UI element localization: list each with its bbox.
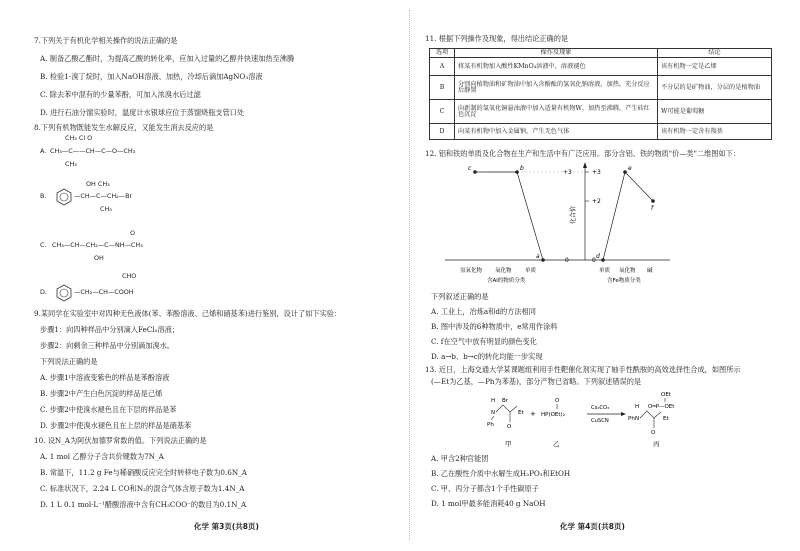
right-page-footer: 化学 第4页(共8页) [560, 522, 625, 531]
table-header-cell: 选项 [430, 49, 455, 58]
table-header-cell: 操作及现象 [455, 49, 658, 58]
q10-option-b: B. 常温下，11.2 g Fe与稀硝酸反应完全时转移电子数为0.6N_A [40, 468, 247, 477]
fe-tick-plus3: +3 [592, 169, 601, 176]
q12-valence-class-diagram [425, 160, 775, 290]
al-tick-zero: 0 [565, 257, 569, 264]
table-cell: 向新制的氢氧化铜悬浊液中加入适量有机物W，加热至沸腾，产生砖红色沉淀 [455, 100, 658, 124]
label-jia: 甲 [505, 440, 512, 448]
page-divider [409, 10, 410, 540]
q8a-label: A. [40, 147, 47, 155]
table-cell: W可能是葡萄糖 [658, 100, 772, 124]
al-label-c: c [468, 165, 472, 172]
svg-text:N: N [491, 410, 496, 416]
q9-stem: 9.某同学在实验室中对四种无色液体(苯、苯酚溶液、己烯和硝基苯)进行鉴别，设计了如下实验： [34, 309, 342, 318]
q8-stem: 8.下列有机物既能发生水解反应，又能发生消去反应的是 [34, 123, 214, 132]
q9-option-a: A. 步骤1中溶液变紫色的样品是苯酚溶液 [40, 373, 170, 382]
q10-option-d: D. 1 L 0.1 mol·L⁻¹醋酸溶液中含有CH₃COO⁻的数目为0.1N_A [40, 500, 247, 509]
q8b-bottom-group: CH₃ [100, 205, 112, 213]
q8d-main-chain: —CH₂—CH—COOH [74, 288, 134, 296]
x-label-fe-base: 碱 [647, 268, 653, 274]
q8b-top-groups: OH CH₃ [86, 180, 110, 188]
fe-tick-plus2: +2 [592, 198, 601, 205]
q10-stem: 10. 设N_A为阿伏加德罗常数的值。下列说法正确的是 [34, 436, 207, 445]
svg-text:OEt: OEt [661, 392, 671, 398]
table-cell: D [430, 124, 455, 140]
table-cell: 向某有机物中加入金属钠，产生无色气体 [455, 124, 658, 140]
q12-option-d: D. a→b、b→c的转化均能一步实现 [431, 352, 543, 361]
fe-point-d [601, 258, 605, 262]
table-cell: 不分层的是矿物油，分层的是植物油 [658, 76, 772, 100]
x-label-al-element: 单质 [525, 268, 537, 274]
table-cell: A [430, 58, 455, 76]
table-cell: 该有机物一定是乙烯 [658, 58, 772, 76]
al-label-a: a [536, 253, 540, 260]
table-row [430, 76, 772, 100]
fe-label-e: e [628, 165, 632, 172]
svg-text:H: H [635, 404, 640, 410]
compound-yi [541, 398, 565, 418]
q8a-bottom-group: CH₃ [65, 160, 77, 168]
al-point-c [473, 170, 477, 174]
q8a-main-chain: CH₃—C——CH—C—O—CH₃ [50, 147, 136, 155]
q8d-top-group: CHO [122, 272, 137, 280]
svg-text:Et: Et [663, 416, 669, 422]
y-axis-label: 化合价 [570, 205, 577, 225]
q8b-label: B. [40, 192, 47, 200]
svg-text:O: O [651, 430, 656, 436]
table-header-row [430, 49, 772, 58]
fe-point-f [651, 199, 655, 203]
q7-option-c: C. 除去苯中混有的少量苯酚，可加入浓溴水后过滤 [40, 90, 201, 99]
x-label-al-oxide: 氧化物 [495, 268, 512, 274]
reagent-bottom: CuSCN [591, 418, 609, 424]
q13-option-d: D. 1 mol甲最多能消耗40 g NaOH [431, 499, 546, 508]
plus-sign: + [530, 410, 536, 418]
q8a-top-groups: CH₃ Cl O [65, 134, 93, 142]
table-header-cell: 结论 [658, 49, 772, 58]
q8c-label: C. [40, 241, 47, 249]
x-caption-al: 含Al的物质分类 [487, 278, 526, 284]
table-cell: 分别向植物油和矿物油中加入含酚酞的氢氧化钠溶液，加热，充分反应后静置 [455, 76, 658, 100]
label-bing: 丙 [653, 440, 660, 448]
q11-table [429, 48, 772, 140]
q13-option-b: B. 乙在酸性介质中水解生成H₃PO₃和EtOH [431, 469, 571, 478]
fe-label-d: d [596, 253, 600, 260]
q12-ask: 下列叙述正确的是 [431, 292, 489, 301]
x-label-fe-element: 单质 [599, 268, 611, 274]
q7-option-a: A. 制备乙酸乙酯时，为提高乙酸的转化率，应加入过量的乙醇并快速加热至沸腾 [40, 54, 295, 63]
q9-step2: 步骤2：向剩余三种样品中分别滴加溴水。 [40, 341, 174, 350]
svg-text:O: O [555, 398, 560, 404]
benzene-ring-icon [54, 187, 74, 207]
q8c-main-chain: CH₃—CH—CH₂—C—NH—CH₃ [52, 241, 143, 249]
compound-bing [628, 392, 675, 436]
al-point-b [515, 170, 519, 174]
svg-text:Et: Et [518, 410, 524, 416]
q12-option-c: C. f在空气中放有明显的颜色变化 [431, 337, 537, 346]
al-point-a [541, 258, 545, 262]
q11-stem: 11. 根据下列操作及现象，得出结论正确的是 [425, 34, 569, 43]
q8c-top-group: O [130, 229, 136, 237]
table-cell: 将某有机物加入酸性KMnO₄溶液中，溶液褪色 [455, 58, 658, 76]
table-cell: 该有机物一定含有羧基 [658, 124, 772, 140]
q13-reaction-scheme [485, 390, 715, 452]
reagent-top: Cs₂CO₃ [591, 405, 610, 411]
al-tick-plus3: +3 [563, 169, 572, 176]
svg-text:O═P—OEt: O═P—OEt [648, 404, 675, 410]
al-connection-line [475, 172, 543, 260]
table-cell: B [430, 76, 455, 100]
q8c-bottom-group: OH [94, 254, 104, 262]
fe-tick-zero: 0 [592, 257, 596, 264]
fe-point-e [623, 170, 627, 174]
q9-option-c: C. 步骤2中使溴水褪色且在下层的样品是苯 [40, 405, 177, 414]
svg-text:Ph: Ph [628, 416, 635, 422]
q8d-label: D. [40, 288, 47, 296]
svg-text:H: H [491, 398, 496, 404]
q13-option-a: A. 甲含2种官能团 [431, 454, 489, 463]
x-label-fe-oxide: 氧化物 [619, 268, 636, 274]
q10-option-c: C. 标准状况下，2.24 L CO和N₂的混合气体含原子数为1.4N_A [40, 484, 245, 493]
table-row [430, 124, 772, 140]
svg-text:O: O [507, 424, 512, 430]
svg-text:Ph: Ph [487, 422, 494, 428]
q13-option-c: C. 甲、丙分子都含1个手性碳原子 [431, 484, 539, 493]
label-yi: 乙 [553, 440, 560, 448]
q13-stem-line2: (—Et为乙基，—Ph为苯基)，部分产物已省略。下列叙述错误的是 [431, 377, 642, 386]
benzene-ring-icon [54, 283, 74, 303]
q7-stem: 7.下列关于有机化学相关操作的说法正确的是 [34, 36, 178, 45]
compound-jia [487, 398, 524, 430]
fe-connection-line [603, 172, 653, 260]
al-label-b: b [520, 165, 524, 172]
table-row [430, 100, 772, 124]
q9-step1: 步骤1：向四种样品中分别滴入FeCl₃溶液； [40, 325, 180, 334]
q7-option-b: B. 检验1-溴丁烷时，加入NaOH溶液、加热，冷却后滴加AgNO₃溶液 [40, 72, 263, 81]
q12-option-b: B. 图中涉及的6种物质中，e常用作涂料 [431, 322, 558, 331]
q8b-main-chain: —CH—C—CH₂—Br [74, 192, 133, 200]
y-axis-arrow [583, 162, 587, 168]
q12-stem: 12. 铝和铁的单质及化合物在生产和生活中有广泛应用。部分含铝、铁的物质"价—类"二维图如下： [425, 149, 741, 158]
svg-text:HP(OEt)₂: HP(OEt)₂ [541, 412, 565, 418]
x-label-al-hydroxide: 氢氧化物 [460, 268, 483, 274]
q10-option-a: A. 1 mol 乙醇分子含共价键数为7N_A [40, 452, 164, 461]
fe-label-f: f [651, 205, 654, 212]
svg-text:N: N [635, 416, 640, 422]
q13-stem-line1: 13. 近日，上海交通大学某课题组利用手性靶催化剂实现了轴手性酰胺的高效选择性合成，如图所示 [425, 365, 741, 374]
table-cell: C [430, 100, 455, 124]
svg-text:Br: Br [502, 398, 509, 404]
q12-option-a: A. 工业上，冶炼a和d的方法相同 [431, 307, 536, 316]
q9-ask: 下列说法正确的是 [40, 357, 98, 366]
q7-option-d: D. 进行石油分馏实验时，温度计水银球应位于蒸馏烧瓶支管口处 [40, 108, 245, 117]
q9-option-b: B. 步骤2中产生白色沉淀的样品是己烯 [40, 389, 163, 398]
left-page-footer: 化学 第3页(共8页) [194, 522, 259, 531]
x-caption-fe: 含Fe物质分类 [607, 278, 641, 284]
table-row [430, 58, 772, 76]
q9-option-d: D. 步骤2中使溴水褪色且在上层的样品是硝基苯 [40, 421, 192, 430]
